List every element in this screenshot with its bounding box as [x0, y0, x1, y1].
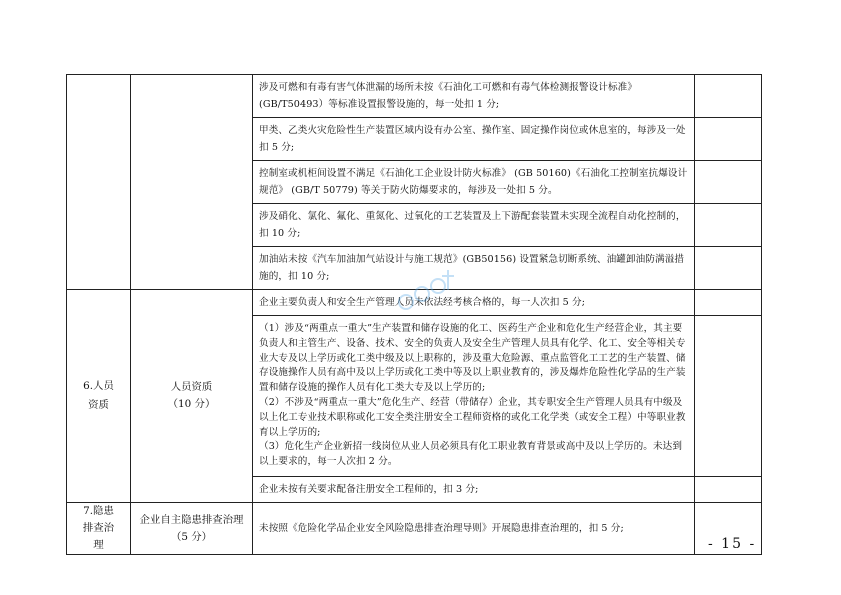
category-cell-continued: [67, 75, 131, 290]
score-cell: [695, 75, 762, 118]
table-row: [67, 75, 762, 118]
category-label: 7.隐患排查治理: [82, 505, 115, 551]
item-text-cell: [253, 118, 695, 161]
subitem-cell-continued: [131, 75, 253, 290]
item-text: 涉及硝化、氯化、氟化、重氮化、过氧化的工艺装置及上下游配套装置未实现全流程自动化控制的，扣 10 分;: [259, 211, 686, 239]
table-row: [67, 503, 762, 555]
category-cell: [67, 290, 131, 503]
item-text-cell: [253, 204, 695, 247]
subitem-title: 企业自主隐患排查治理: [139, 513, 244, 526]
score-cell: [695, 290, 762, 316]
watermark-logo-icon: [388, 262, 466, 322]
item-text-cell: [253, 75, 695, 118]
score-cell: [695, 247, 762, 290]
item-text: 未按照《危险化学品企业安全风险隐患排查治理导则》开展隐患排查治理的，扣 5 分;: [259, 523, 624, 534]
subitem-title: 人员资质: [170, 381, 213, 393]
subitem-points: （10 分）: [167, 398, 216, 410]
score-cell: [695, 118, 762, 161]
page-number: - 15 -: [708, 536, 757, 552]
item-text-cell: [253, 290, 695, 316]
item-text: 加油站未按《汽车加油加气站设计与施工规范》(GB50156) 设置紧急切断系统、油罐卸油防满溢措施的，扣 10 分;: [259, 254, 685, 282]
item-text: 控制室或机柜间设置不满足《石油化工企业设计防火标准》 (GB 50160)《石油化工控制室抗爆设计规范》 (GB/T 50779) 等关于防火防爆要求的，每涉及一处扣 5 分。: [259, 168, 688, 196]
item-text-cell: [253, 503, 695, 555]
item-text: （1）涉及“两重点一重大”生产装置和储存设施的化工、医药生产企业和危化生产经营企业，其主要负责人和主管生产、设备、技术、安全的负责人及安全生产管理人员具有化学、化工、安全等相关专业大专及以上学历或化工类中级及以上职称的，涉及重大危险源、重点监管化工工艺的生产装置、储存设施操作人员有高中及以上学历或化工类中等及以上职业教育的，涉及爆炸危险性化学品的生产装置和储存设施的操作人员有化工类大专及以上学历的; （2）不涉及“两重点一重大”危化生产、经营（带储存）企业，其专职安全生产管理人员具有中级及以上化工专业技术职称或化工安全类注册安全工程师资格的或化工化学类（或安全工程）中等职业教育以上学历的; （3）危化生产企业新招一线岗位从业人员必须具有化工职业教育背景或高中及以上学历的。未达到以上要求的，每一人次扣 2 分。: [259, 323, 686, 468]
score-cell: [695, 316, 762, 477]
item-text-cell: [253, 477, 695, 503]
subitem-cell: [131, 503, 253, 555]
subitem-points: （5 分）: [170, 530, 213, 543]
score-cell: [695, 477, 762, 503]
item-text: 涉及可燃和有毒有害气体泄漏的场所未按《石油化工可燃和有毒气体检测报警设计标准》(GB/T50493）等标准设置报警设施的，每一处扣 1 分;: [259, 82, 638, 110]
category-label: 6.人员资质: [83, 380, 114, 411]
category-cell: [67, 503, 131, 555]
item-text-cell: [253, 316, 695, 477]
item-text: 企业未按有关要求配备注册安全工程师的，扣 3 分;: [259, 484, 479, 495]
item-text: 甲类、乙类火灾危险性生产装置区域内设有办公室、操作室、固定操作岗位或休息室的，每涉及一处扣 5 分;: [259, 125, 686, 153]
subitem-cell: [131, 290, 253, 503]
score-cell: [695, 161, 762, 204]
item-text: 企业主要负责人和安全生产管理人员未依法经考核合格的，每一人次扣 5 分;: [259, 297, 586, 308]
item-text-cell: [253, 161, 695, 204]
item-text-cell: [253, 247, 695, 290]
score-cell: [695, 204, 762, 247]
